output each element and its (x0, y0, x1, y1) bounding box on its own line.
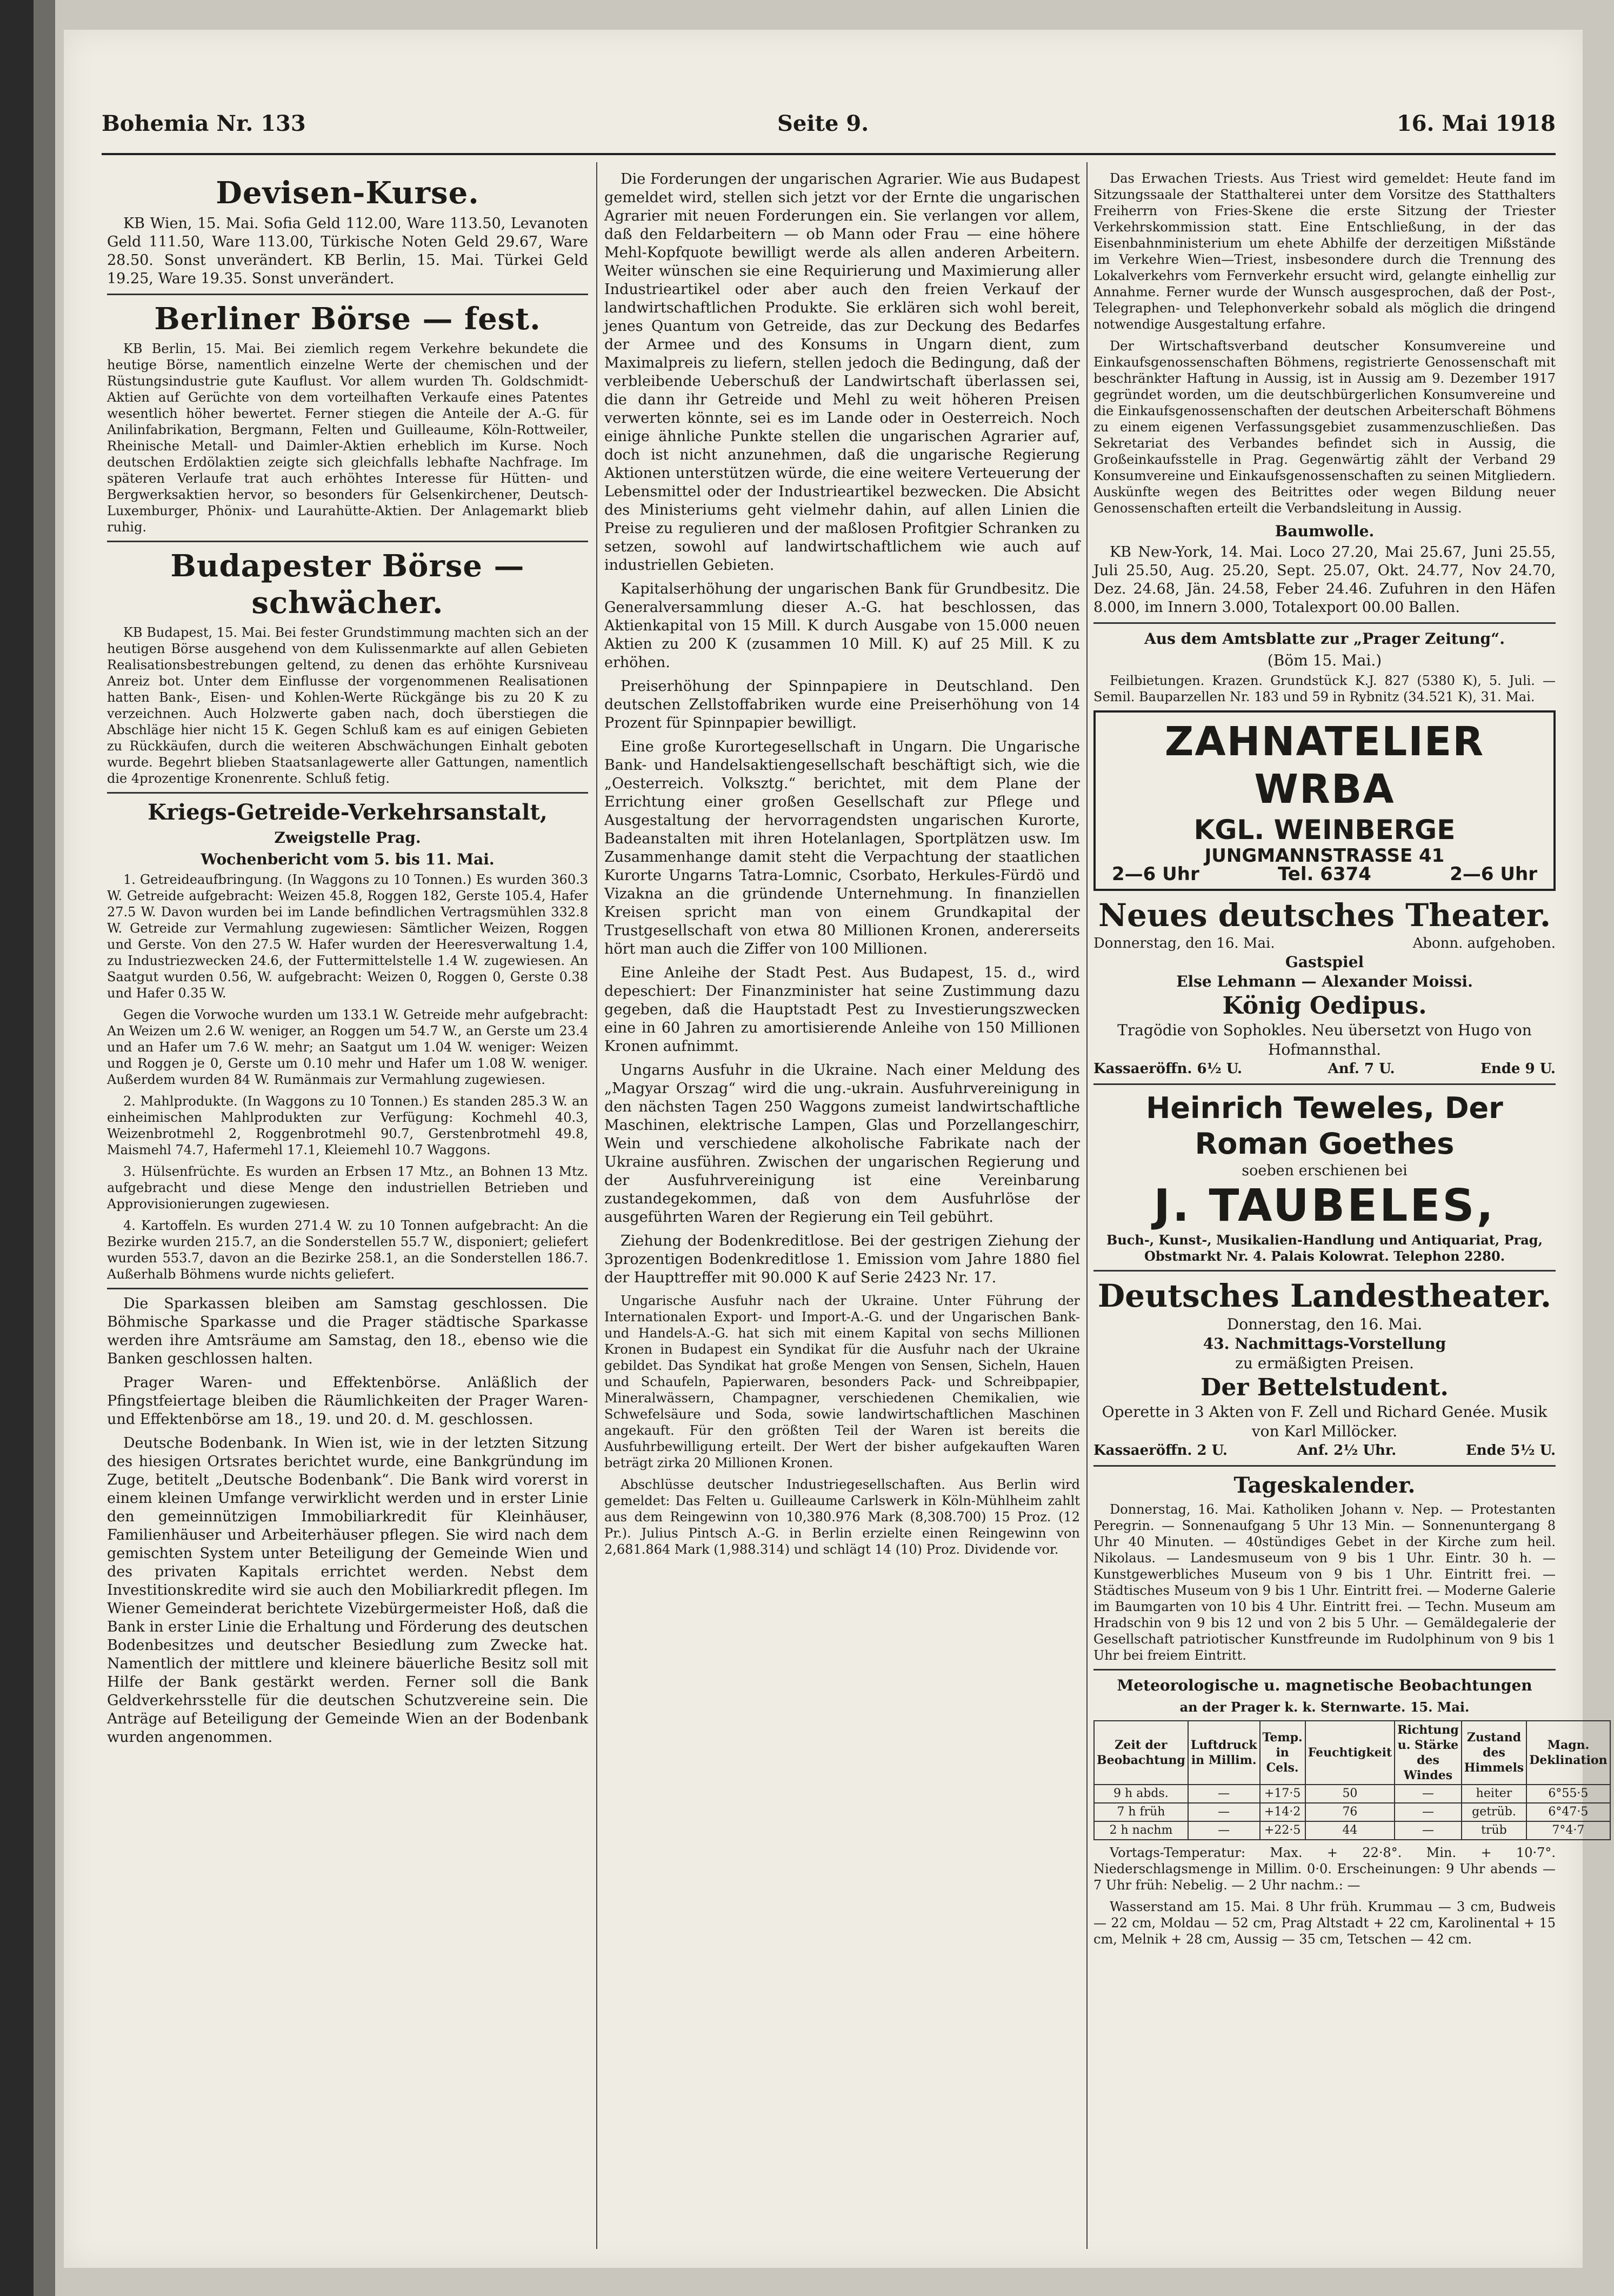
meteo-text: Vortags-Temperatur: Max. + 22·8°. Min. + 10·7°. Niederschlagsmenge in Millim. 0·0. Erscheinungen: 9 Uhr abends — 7 Uhr früh: Nebelig. — 2 Uhr nachm.: — (1093, 1845, 1556, 1893)
ad-street (1101, 847, 1548, 865)
divider (107, 792, 588, 794)
header-date: 16. Mai 1918 (1396, 111, 1556, 136)
meteo-cell: heiter (1462, 1785, 1526, 1803)
scan-border (0, 0, 34, 2296)
publisher-name: J. TAUBELES, (1153, 1180, 1496, 1232)
meteo-cell: — (1188, 1821, 1260, 1840)
devisen-text: KB Wien, 15. Mai. Sofia Geld 112.00, Ware 113.50, Levanoten Geld 111.50, Ware 113.00, Türkische Noten Geld 29.67, Ware 28.50. Sonst unverändert. KB Berlin, 15. Mai. Türkei Geld 19.25, Ware 19.35. Sonst unverändert. (107, 215, 588, 287)
publisher-address: Buch-, Kunst-, Musikalien-Handlung und Antiquariat, Prag, Obstmarkt Nr. 4. Palais Kolowrat. Telephon 2280. (1106, 1232, 1543, 1264)
column-rule-1 (596, 162, 597, 2249)
divider (107, 1288, 588, 1289)
amtsblatt-heading: Aus dem Amtsblatte zur „Prager Zeitung“. (1144, 630, 1505, 648)
theater-date-row (1093, 934, 1556, 953)
devisen-heading: Devisen-Kurse. (216, 175, 479, 211)
meteo-cell: 50 (1305, 1785, 1395, 1803)
meteo-cell: 7 h früh (1094, 1803, 1188, 1821)
deutsches-landestheater (1093, 1277, 1556, 1460)
sparkassen-text: Die Sparkassen bleiben am Samstag geschlossen. Die Böhmische Sparkasse und die Prager städtische Sparkasse werden ihre Amtsräume am Samstag, den 18., ebenso wie die Banken geschlossen halten. (107, 1295, 588, 1367)
theater-ende: Ende 9 U. (1480, 1061, 1556, 1077)
theater-play: Der Bettelstudent. (1201, 1374, 1449, 1401)
column-rule-2 (1086, 162, 1088, 2249)
book-sub: soeben erschienen bei (1242, 1162, 1408, 1179)
theater-times (1093, 1060, 1556, 1078)
theater-vorstellung: 43. Nachmittags-Vorstellung (1203, 1335, 1446, 1353)
header-left: Bohemia Nr. 133 (102, 111, 306, 136)
ad-hours-2: 2—6 Uhr (1450, 863, 1537, 885)
kapital-text: Kapitalserhöhung der ungarischen Bank für Grundbesitz. Die Generalversammlung dieser A.-G. hat beschlossen, das Aktienkapital von 15 Mill. K durch Ausgabe von 15.000 neuen Aktien zu 200 K (zusammen 10 Mill. K) auf 25 Mill. K zu erhöhen. (604, 581, 1080, 671)
ukraine2-text: Ungarische Ausfuhr nach der Ukraine. Unter Führung der Internationalen Export- und Import-A.-G. und der Ungarischen Bank- und Handels-A.-G. hat sich mit einem Kapital von sechs Millionen Kronen in Budapest ein Syndikat für die Ausfuhr nach der Ukraine gebildet. Das Syndikat hat große Mengen von Sensen, Sicheln, Hauen und Schaufeln, Papierwaren, besonders Pack- und Schreibpapier, Mineralwässern, Champagner, verschiedenen Chemikalien, wie Schwefelsäure und Soda, sowie landwirtschaftlichen Maschinen angekauft. Für den größten Teil der Waren ist bereits die Ausfuhrbewilligung erteilt. Der Wert der bisher aufgekauften Waren beträgt zirka 20 Millionen Kronen. (604, 1293, 1080, 1470)
theater-times (1093, 1441, 1556, 1460)
baumwolle-heading: Baumwolle. (1275, 522, 1375, 540)
theater-gastspiel: Gastspiel (1285, 953, 1364, 971)
ziehung-text: Ziehung der Bodenkreditlose. Bei der gestrigen Ziehung der 3prozentigen Bodenkreditlose 1. Emission vom Jahre 1880 fiel der Haupttreffer mit 90.000 K auf Serie 2423 Nr. 17. (604, 1233, 1080, 1286)
theater-anfang: Anf. 2½ Uhr. (1297, 1442, 1397, 1459)
theater-description: Tragödie von Sophokles. Neu übersetzt von Hugo von Hofmannsthal. (1117, 1021, 1532, 1059)
ad-telephone: Tel. 6374 (1278, 863, 1371, 885)
theater-description: Operette in 3 Akten von F. Zell und Richard Genée. Musik von Karl Millöcker. (1102, 1403, 1548, 1440)
meteo-header-cell: Feuchtigkeit (1305, 1721, 1395, 1785)
theater-name: Deutsches Landestheater. (1097, 1277, 1552, 1314)
meteo-cell: +22·5 (1260, 1821, 1305, 1840)
theater-anfang: Anf. 7 U. (1328, 1061, 1395, 1077)
kurorte-text: Eine große Kurortegesellschaft in Ungarn. Die Ungarische Bank- und Handelsaktiengesellschaft beschäftigt sich, wie die „Oesterreich. Volksztg.“ berichtet, mit dem Plane der Errichtung einer großen Gesellschaft zur Pflege und Ausgestaltung der hervorragendsten ungarischen Kurorte, Badeanstalten mit ihren Hotelanlagen, Sportplätzen usw. Im Zusammenhange damit steht die Verpachtung der staatlichen Kurorte Ungarns Tatra-Lomnic, Csorbato, Herkules-Fürdö und Vizakna an die gründende Unternehmung. In finanziellen Kreisen spricht man von einem Grundkapital der Trustgesellschaft von etwa 80 Millionen Kronen, andererseits hört man auch die Ziffer von 100 Millionen. (604, 738, 1080, 957)
theater-kasse: Kassaeröffn. 6½ U. (1093, 1061, 1243, 1077)
newspaper-page (64, 30, 1608, 2268)
meteo-cell: — (1395, 1785, 1462, 1803)
meteo-cell: 44 (1305, 1821, 1395, 1840)
prager-boerse-text: Prager Waren- und Effektenbörse. Anläßlich der Pfingstfeiertage bleiben die Räumlichkeiten der Prager Waren- und Effektenbörse am 18., 19. und 20. d. M. geschlossen. (107, 1374, 588, 1428)
divider (1093, 1270, 1556, 1272)
kriegs-week: Wochenbericht vom 5. bis 11. Mai. (201, 850, 495, 868)
meteo-row (1094, 1821, 1610, 1840)
tageskalender-heading: Tageskalender. (1233, 1473, 1416, 1498)
meteo-header-cell: Temp. in Cels. (1260, 1721, 1305, 1785)
meteo-header-cell: Magn. Deklination (1526, 1721, 1610, 1785)
page-header (102, 111, 1556, 154)
header-rule (102, 153, 1556, 155)
meteo-header-cell: Richtung u. Stärke des Windes (1395, 1721, 1462, 1785)
column-3 (1093, 170, 1608, 2257)
ad-hours-1: 2—6 Uhr (1112, 863, 1199, 885)
triest-text: Das Erwachen Triests. Aus Triest wird gemeldet: Heute fand im Sitzungssaale der Statthalterei unter dem Vorsitze des Statthalters Freiherrn von Fries-Skene die erste Sitzung der Triester Verkehrskommission statt. Eine Entschließung, in der das Eisenbahnministerium um ehete Abhilfe der derzeitigen Mißstände im Verkehre Wien—Triest, insbesondere durch die Trennung des Lokalverkehrs vom Fernverkehr ersucht wird, gelangte einhellig zur Annahme. Ferner wurde der Wunsch ausgesprochen, daß der Post-, Telegraphen- und Telephonverkehr sobald als möglich die dringend notwendige Ausgestaltung erfahre. (1093, 171, 1556, 332)
amtsblatt-text: Feilbietungen. Krazen. Grundstück K.J. 827 (5380 K), 5. Juli. — Semil. Bauparzellen Nr. 183 und 59 in Rybnitz (34.521 K), 31. Mai. (1093, 673, 1556, 704)
kriegs-paragraph: 2. Mahlprodukte. (In Waggons zu 10 Tonnen.) Es standen 285.3 W. an einheimischen Mahlprodukten zur Verfügung: Kochmehl 40.3, Weizenbrotmehl 2, Roggenbrotmehl 90.7, Gerstenbrotmehl 49.8, Maismehl 74.7, Hafermehl 17.1, Kleiemehl 10.7 Waggons. (107, 1094, 588, 1157)
meteo-cell: — (1188, 1803, 1260, 1821)
wirtschaft-text: Der Wirtschaftsverband deutscher Konsumvereine und Einkaufsgenossenschaften Böhmens, registrierte Genossenschaft mit beschränkter Haftung in Aussig, ist in Aussig am 9. Dezember 1917 gegründet worden, um die deutschbürgerlichen Konsumvereine und die Einkaufsgenossenschaften der deutschen Arbeiterschaft Böhmens zu einem eigenen Verfassungsgebiet zusammenzuschließen. Das Sekretariat des Verbandes befindet sich in Aussig, die Großeinkaufsstelle in Prag. Gegenwärtig zählt der Verband 29 Konsumvereine und Einkaufsgenossenschaften zu seinen Mitgliedern. Auskünfte wegen des Beitrittes oder wegen Bildung neuer Genossenschaften erteilt die Verbandsleitung in Aussig. (1093, 338, 1556, 516)
tageskalender-text: Donnerstag, 16. Mai. Katholiken Johann v. Nep. — Protestanten Peregrin. — Sonnenaufgang 5 Uhr 13 Min. — Sonnenuntergang 8 Uhr 40 Minuten. — 40stündiges Gebet in der Kirche zum heil. Nikolaus. — Landesmuseum von 9 bis 1 Uhr. Eintr. 30 h. — Kunstgewerbliches Museum von 9 bis 1 Uhr. Eintritt frei. — Städtisches Museum von 9 bis 1 Uhr. Eintritt frei. — Moderne Galerie im Baumgarten von 10 bis 4 Uhr. Eintritt frei. — Techn. Museum am Hradschin von 9 bis 12 und von 2 bis 5 Uhr. — Gemäldegalerie der Gesellschaft patriotischer Kunstfreunde im Rudolphinum von 9 bis 1 Uhr bei freiem Eintritt. (1093, 1502, 1556, 1663)
bodenbank-text: Deutsche Bodenbank. In Wien ist, wie in der letzten Sitzung des hiesigen Ortsrates berichtet wurde, eine Bankgründung im Zuge, betitelt „Deutsche Bodenbank“. Die Bank wird vorerst in einem kleinen Umfange verwirklicht werden und in erster Linie den gemeinnützigen Immobiliarkredit für Kleinhäuser, Familienhäuser und Arbeiterhäuser pflegen. Sie wird nach dem gemischten System unter Beteiligung der Gemeinde Wien und des privaten Kapitals errichtet werden. Nebst dem Investitionskredite wird sie auch den Mobiliarkredit pflegen. Im Wiener Gemeinderat berichtete Vizebürgermeister Hoß, daß die Bank in erster Linie die Erhaltung und Förderung des deutschen Bodenbesitzes und deutscher Besiedlung zum Zwecke hat. Namentlich der mittlere und kleinere bäuerliche Besitz soll mit Hilfe der Bank gestärkt werden. Ferner soll die Bank Geldverkehrsstelle für die deutschen Schutzvereine sein. Die Anträge auf Beteiligung der Gemeinde Wien an der Bodenbank wurden angenommen. (107, 1435, 588, 1746)
kriegs-heading: Kriegs-Getreide-Verkehrsanstalt, (148, 800, 548, 825)
theater-actors: Else Lehmann — Alexander Moissi. (1176, 973, 1473, 990)
meteo-cell: getrüb. (1462, 1803, 1526, 1821)
meteo-cell: 7°4·7 (1526, 1821, 1610, 1840)
ad-hours-row (1101, 865, 1548, 883)
meteo-header-cell: Zeit der Beobachtung (1094, 1721, 1188, 1785)
header-page-number: Seite 9. (777, 111, 869, 136)
kriegs-paragraph: Gegen die Vorwoche wurden um 133.1 W. Getreide mehr aufgebracht: An Weizen um 2.6 W. weniger, an Roggen um 54.7 W., an Gerste um 23.4 und an Hafer um 7.6 W. mehr; an Saatgut um 1.04 W. weniger: Weizen und Roggen je 0, Gerste um 0.10 mehr und Hafer um 1.08 W. weniger. Außerdem wurden 84 W. Rumänmais zur Vermahlung zugewiesen. (107, 1007, 588, 1087)
meteo-header-cell: Luftdruck in Millim. (1188, 1721, 1260, 1785)
meteo-cell: 76 (1305, 1803, 1395, 1821)
kriegs-paragraph: 4. Kartoffeln. Es wurden 271.4 W. zu 10 Tonnen aufgebracht: An die Bezirke wurden 215.7, an die Sonderstellen 55.7 W., disponiert; geliefert wurden 553.7, davon an die Bezirke 258.1, an die Sonderstellen 186.7. Außerhalb Böhmens wurde nichts geliefert. (107, 1218, 588, 1282)
teweles-ad (1093, 1090, 1556, 1265)
book-title: Heinrich Teweles, Der Roman Goethes (1146, 1091, 1503, 1161)
wasserstand-text: Wasserstand am 15. Mai. 8 Uhr früh. Krummau — 3 cm, Budweis — 22 cm, Moldau — 52 cm, Prag Altstadt + 22 cm, Karolinental + 15 cm, Melnik + 28 cm, Aussig — 35 cm, Tetschen — 42 cm. (1093, 1899, 1556, 1947)
meteo-cell: 2 h nachm (1094, 1821, 1188, 1840)
neues-deutsches-theater (1093, 896, 1556, 1078)
abschluesse-text: Abschlüsse deutscher Industriegesellschaften. Aus Berlin wird gemeldet: Das Felten u. Guilleaume Carlswerk in Köln-Mühlheim zahlt aus dem Reingewinn von 10,380.976 Mark (8,308.700) 15 Proz. (12 Pr.). Julius Pintsch A.-G. in Berlin erzielte einen Reingewinn von 2,681.864 Mark (1,988.314) und schlägt 14 (10) Proz. Dividende vor. (604, 1477, 1080, 1557)
meteo-header-row (1094, 1721, 1610, 1785)
column-1 (107, 170, 588, 2257)
meteo-header-cell: Zustand des Himmels (1462, 1721, 1526, 1785)
berlin-text: KB Berlin, 15. Mai. Bei ziemlich regem Verkehre bekundete die heutige Börse, namentlich einzelne Werte der chemischen und der Rüstungsindustrie gute Kauflust. Vor allem wurden Th. Goldschmidt-Aktien auf Gerüchte von dem vorteilhaften Verkaufe eines Patentes wesentlich höher bewertet. Ferner stiegen die Anteile der A.-G. für Anilinfabrikation, Bergmann, Felten und Guilleaume, Köln-Rottweiler, Rheinische Metall- und Daimler-Aktien erheblich im Kurse. Noch deutschen Erdölaktien zeigte sich gleichfalls lebhafte Nachfrage. Im späteren Verlaufe trat auch erhöhtes Interesse für Hütten- und Bergwerksaktien hervor, so besonders für Gelsenkirchener, Deutsch-Luxemburger, Phönix- und Laurahütte-Aktien. Der Anlagemarkt blieb ruhig. (107, 341, 588, 535)
column-2 (604, 170, 1080, 2257)
meteo-row (1094, 1803, 1610, 1821)
theater-name: Neues deutsches Theater. (1098, 897, 1551, 934)
anleihe-text: Eine Anleihe der Stadt Pest. Aus Budapest, 15. d., wird depeschiert: Der Finanzminister hat seine Zustimmung dazu gegeben, daß die Hauptstadt Pest zu Investierungszwecken eine in 60 Jahren zu amortisierende Anleihe von 150 Millionen Kronen aufnimmt. (604, 964, 1080, 1055)
agrarier-text: Die Forderungen der ungarischen Agrarier. Wie aus Budapest gemeldet wird, stellen sich jetzt vor der Ernte die ungarischen Agrarier mit neuen Forderungen ein. Sie verlangen vor allem, daß den Feldarbeitern — ob Mann oder Frau — eine höhere Mehl-Kopfquote bewilligt werde als allen anderen Arbeitern. Weiter wünschen sie eine Requirierung und Maximierung aller Industrieartikel oder aber auch den freien Verkauf der landwirtschaftlichen Produkte. Sie erklären sich wohl bereit, jenes Quantum von Getreide, das zur Deckung des Bedarfes der Armee und des Konsums in Ungarn dient, zum Maximalpreis zu liefern, stellen jedoch die Bedingung, daß der verbleibende Ueberschuß der Landwirtschaft überlassen sei, die dann ihr Getreide und Mehl zu weit höheren Preisen verwerten könnte, sei es im Lande oder in Oesterreich. Noch einige ähnliche Punkte stellen die ungarischen Agrarier auf, doch ist nicht anzunehmen, daß die ungarische Regierung Aktionen unterstützen würde, die eine weitere Verteuerung der Lebensmittel oder der Industrieartikel bezwecken. Die Absicht des Ministeriums geht vielmehr dahin, auf allen Linien die Preise zu regulieren und der maßlosen Profitgier Schranken zu setzen, sowohl auf landwirtschaftlichem wie auch auf industriellen Gebieten. (604, 171, 1080, 574)
divider (1093, 1669, 1556, 1671)
meteo-cell: 6°47·5 (1526, 1803, 1610, 1821)
theater-date: Donnerstag, den 16. Mai. (1093, 935, 1275, 951)
divider (107, 294, 588, 295)
ukraine-text: Ungarns Ausfuhr in die Ukraine. Nach einer Meldung des „Magyar Orszag“ wird die ung.-ukrain. Ausfuhrvereinigung in den nächsten Tagen 250 Waggons zumeist landwirtschaftliche Maschinen, elektrische Lampen, Glas und Porzellangeschirr, Wein und verschiedene alkoholische Fabrikate nach der Ukraine ausführen. Zwischen der ungarischen Regierung und der Ausfuhrvereinigung ist eine Vereinbarung zustandegekommen, daß von dem Ausfuhrlöse der ausgeführten Waren der Regierung ein Teil gebührt. (604, 1062, 1080, 1226)
kriegs-paragraph: 3. Hülsenfrüchte. Es wurden an Erbsen 17 Mtz., an Bohnen 13 Mtz. aufgebracht und diese Menge den industriellen Betrieben und Approvisionierungen zugewiesen. (107, 1164, 588, 1212)
kriegs-subheading: Zweigstelle Prag. (274, 829, 421, 847)
berlin-heading: Berliner Börse — fest. (154, 301, 541, 337)
meteo-body (1094, 1785, 1610, 1840)
meteo-cell: 9 h abds. (1094, 1785, 1188, 1803)
divider (1093, 622, 1556, 624)
budapest-heading: Budapester Börse — schwächer. (170, 548, 525, 621)
meteo-cell: +14·2 (1260, 1803, 1305, 1821)
theater-kasse: Kassaeröffn. 2 U. (1093, 1442, 1228, 1459)
budapest-text: KB Budapest, 15. Mai. Bei fester Grundstimmung machten sich an der heutigen Börse ausgehend von dem Kulissenmarkte auf allen Gebieten Realisationsbestrebungen geltend, zu denen das erhöhte Kursniveau Anreiz bot. Unter dem Einflusse der vorgenommenen Realisationen hatten Bank-, Eisen- und Kohlen-Werte Rückgänge bis zu 20 K zu verzeichnen. Auch Holzwerte gaben nach, doch überstiegen die Abschläge hier nicht 15 K. Gegen Schluß kam es auf einigen Gebieten zu Rückkäufen, durch die weiteren Abschwächungen Einhalt geboten wurde. Begehrt blieben Staatsanlagewerte aller Gattungen, namentlich die 4prozentige Kronenrente. Schluß fetig. (107, 625, 588, 786)
meteo-subheading: an der Prager k. k. Sternwarte. 15. Mai. (1179, 1699, 1470, 1715)
divider (1093, 1465, 1556, 1467)
theater-preise: zu ermäßigten Preisen. (1235, 1354, 1414, 1372)
meteo-cell: +17·5 (1260, 1785, 1305, 1803)
meteo-cell: — (1395, 1821, 1462, 1840)
meteo-cell: — (1188, 1785, 1260, 1803)
scan-border-inner (34, 0, 55, 2296)
meteo-cell: — (1395, 1803, 1462, 1821)
kriegs-paragraph: 1. Getreideaufbringung. (In Waggons zu 10 Tonnen.) Es wurden 360.3 W. Getreide aufgebracht: Weizen 45.8, Roggen 182, Gerste 105.4, Hafer 27.5 W. Davon wurden bei im Lande befindlichen Vertragsmühlen 332.8 W. Getreide zur Vermahlung zugewiesen: Sämtlicher Weizen, Roggen und Gerste. Von den 27.5 W. Hafer wurden der Heeresverwaltung 1.4, zu Industriezwecken 24.6, der Futtermittelstelle 1.4 W. zugewiesen. An Saatgut wurden 0.56, W. aufgebracht: Weizen 0, Roggen 0, Gerste 0.38 und Hafer 0.35 W. (107, 872, 588, 1001)
amtsblatt-date: (Böm 15. Mai.) (1267, 651, 1382, 669)
meteo-row (1094, 1785, 1610, 1803)
meteo-heading: Meteorologische u. magnetische Beobachtungen (1117, 1676, 1532, 1694)
spinnpapier-text: Preiserhöhung der Spinnpapiere in Deutschland. Den deutschen Zellstoffabriken wurde eine Preiserhöhung von 14 Prozent für Spinnpapier bewilligt. (604, 678, 1080, 731)
theater-abonn: Abonn. aufgehoben. (1412, 935, 1556, 951)
meteo-table (1093, 1720, 1611, 1840)
baumwolle-text: KB New-York, 14. Mai. Loco 27.20, Mai 25.67, Juni 25.55, Juli 25.50, Aug. 25.20, Sept. 25.07, Okt. 24.77, Nov 24.70, Dez. 24.68, Jän. 24.58, Feber 24.46. Zufuhren in den Häfen 8.000, im Innern 3.000, Totalexport 00.00 Ballen. (1093, 544, 1556, 616)
divider (1093, 1083, 1556, 1085)
ad-street-text: JUNGMANNSTRASSE 41 (1204, 845, 1445, 867)
theater-ende: Ende 5½ U. (1465, 1442, 1556, 1459)
theater-play: König Oedipus. (1222, 992, 1427, 1020)
theater-date: Donnerstag, den 16. Mai. (1226, 1315, 1423, 1333)
zahnatelier-ad (1093, 710, 1556, 891)
ad-place: KGL. WEINBERGE (1193, 814, 1456, 846)
ad-name: ZAHNATELIER WRBA (1164, 718, 1485, 813)
divider (107, 541, 588, 542)
meteo-cell: trüb (1462, 1821, 1526, 1840)
meteo-cell: 6°55·5 (1526, 1785, 1610, 1803)
